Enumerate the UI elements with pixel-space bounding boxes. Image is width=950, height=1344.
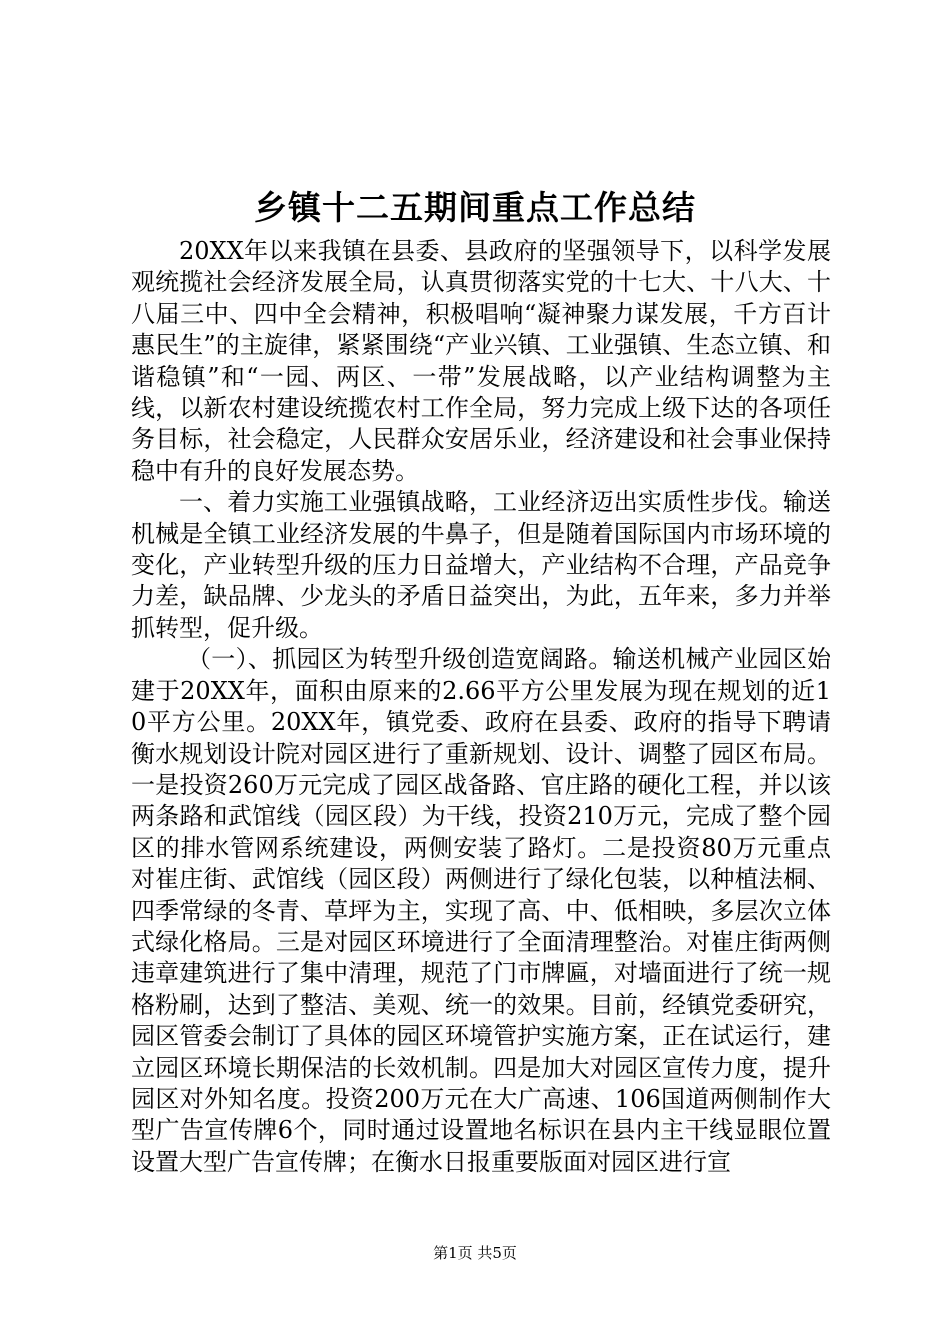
paragraph-section-1: 一、着力实施工业强镇战略，工业经济迈出实质性步伐。输送机械是全镇工业经济发展的牛鼻子，但是随着国际国内市场环境的变化，产业转型升级的压力日益增大，产业结构不合理，产品竞争力差，缺品牌、少龙头的矛盾日益突出，为此，五年来，多力并举抓转型，促升级。 <box>131 488 831 642</box>
document-title: 乡镇十二五期间重点工作总结 <box>254 188 696 227</box>
paragraph-subsection-1: （一）、抓园区为转型升级创造宽阔路。输送机械产业园区始建于20XX年，面积由原来的2.66平方公里发展为现在规划的近10平方公里。20XX年，镇党委、政府在县委、政府的指导下聘请衡水规划设计院对园区进行了重新规划、设计、调整了园区布局。一是投资260万元完成了园区战备路、官庄路的硬化工程，并以该两条路和武馆线（园区段）为干线，投资210万元，完成了整个园区的排水管网系统建设，两侧安装了路灯。二是投资80万元重点对崔庄街、武馆线（园区段）两侧进行了绿化包装，以种植法桐、四季常绿的冬青、草坪为主，实现了高、中、低相映，多层次立体式绿化格局。三是对园区环境进行了全面清理整治。对崔庄街两侧违章建筑进行了集中清理，规范了门市牌匾，对墙面进行了统一规格粉刷，达到了整洁、美观、统一的效果。目前，经镇党委研究，园区管委会制订了具体的园区环境管护实施方案，正在试运行，建立园区环境长期保洁的长效机制。四是加大对园区宣传力度，提升园区对外知名度。投资200万元在大广高速、106国道两侧制作大型广告宣传牌6个，同时通过设置地名标识在县内主干线显眼位置设置大型广告宣传牌；在衡水日报重要版面对园区进行宣 <box>131 645 831 1176</box>
page-footer: 第1页 共5页 <box>433 1244 517 1262</box>
paragraph-intro: 20XX年以来我镇在县委、县政府的坚强领导下，以科学发展观统揽社会经济发展全局，认真贯彻落实党的十七大、十八大、十八届三中、四中全会精神，积极唱响“凝神聚力谋发展，千方百计惠民生”的主旋律，紧紧围绕“产业兴镇、工业强镇、生态立镇、和谐稳镇”和“一园、两区、一带”发展战略，以产业结构调整为主线，以新农村建设统揽农村工作全局，努力完成上级下达的各项任务目标，社会稳定，人民群众安居乐业，经济建设和社会事业保持稳中有升的良好发展态势。 <box>131 237 831 485</box>
document-body <box>131 236 831 1178</box>
